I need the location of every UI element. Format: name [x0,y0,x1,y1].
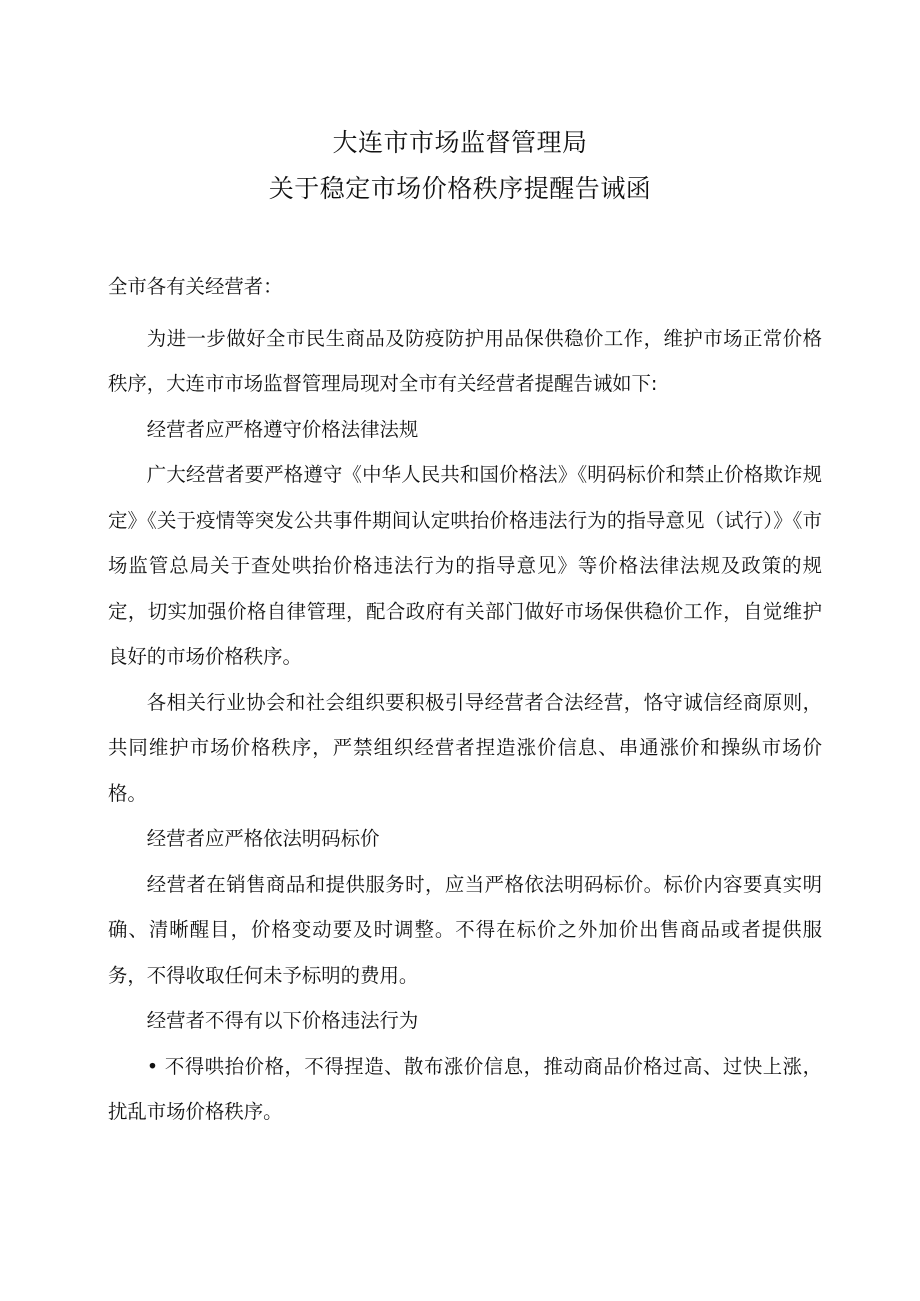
title-line-2: 关于稳定市场价格秩序提醒告诫函 [268,174,652,203]
title-line-1: 大连市市场监督管理局 [332,128,588,157]
salutation: 全市各有关经营者： [108,275,283,298]
section-1-heading: 经营者应严格遵守价格法律法规 [146,417,419,441]
section-1-paragraph-2: 各相关行业协会和社会组织要积极引导经营者合法经营，恪守诚信经商原则，共同维护市场价格秩序，严禁组织经营者捏造涨价信息、串通涨价和操纵市场价格。 [108,690,822,805]
section-1-paragraph-1: 广大经营者要严格遵守《中华人民共和国价格法》《明码标价和禁止价格欺诈规定》《关于疫情等突发公共事件期间认定哄抬价格违法行为的指导意见（试行）》《市场监管总局关于查处哄抬价格违法行为的指导意见》等价格法律法规及政策的规定，切实加强价格自律管理，配合政府有关部门做好市场保供稳价工作，自觉维护良好的市场价格秩序。 [108,463,822,668]
intro-paragraph: 为进一步做好全市民生商品及防疫防护用品保供稳价工作，维护市场正常价格秩序，大连市市场监督管理局现对全市有关经营者提醒告诫如下: [108,326,822,395]
section-3-bullet-1: • 不得哄抬价格，不得捏造、散布涨价信息，推动商品价格过高、过快上涨，扰乱市场价格秩序。 [108,1054,822,1123]
section-2-paragraph-1: 经营者在销售商品和提供服务时，应当严格依法明码标价。标价内容要真实明确、清晰醒目，价格变动要及时调整。不得在标价之外加价出售商品或者提供服务，不得收取任何未予标明的费用。 [108,872,822,987]
document-body [108,264,822,1135]
document-title [0,120,920,212]
section-2-heading: 经营者应严格依法明码标价 [146,827,380,850]
section-3-heading: 经营者不得有以下价格违法行为 [146,1009,419,1032]
